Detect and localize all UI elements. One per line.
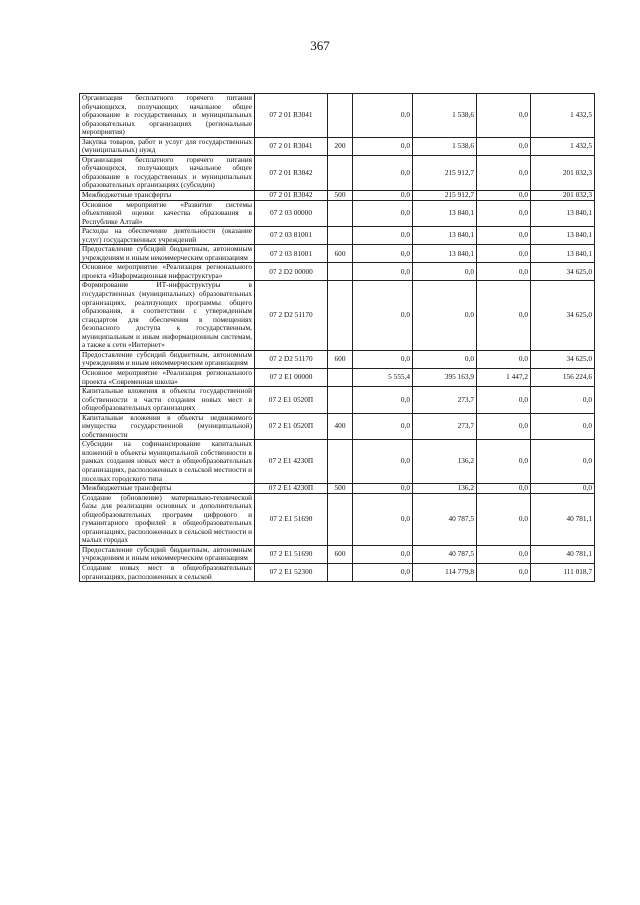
row-expense-type-cell: 200 bbox=[328, 137, 353, 155]
row-value-cell: 0,0 bbox=[353, 155, 413, 190]
budget-table-body bbox=[80, 94, 595, 582]
table-row bbox=[80, 545, 595, 563]
row-value-cell: 0,0 bbox=[477, 137, 531, 155]
row-value-cell: 0,0 bbox=[353, 191, 413, 201]
row-value-cell: 0,0 bbox=[353, 94, 413, 138]
row-value-cell: 0,0 bbox=[477, 191, 531, 201]
row-code-cell: 07 2 D2 00000 bbox=[255, 263, 328, 281]
row-code-cell: 07 2 03 00000 bbox=[255, 200, 328, 227]
row-code-cell: 07 2 E1 4230П bbox=[255, 440, 328, 484]
table-row bbox=[80, 484, 595, 494]
row-value-cell: 0,0 bbox=[477, 413, 531, 440]
row-value-cell: 13 840,1 bbox=[531, 245, 595, 263]
row-value-cell: 0,0 bbox=[353, 493, 413, 545]
table-row bbox=[80, 368, 595, 386]
row-value-cell: 0,0 bbox=[531, 413, 595, 440]
row-value-cell: 0,0 bbox=[413, 281, 477, 350]
row-value-cell: 40 781,1 bbox=[531, 493, 595, 545]
row-expense-type-cell: 600 bbox=[328, 350, 353, 368]
row-code-cell: 07 2 E1 52300 bbox=[255, 563, 328, 581]
row-name-cell: Основное мероприятие «Реализация регионального проекта «Информационная инфраструктура» bbox=[80, 263, 255, 281]
row-expense-type-cell: 600 bbox=[328, 245, 353, 263]
budget-table bbox=[79, 93, 595, 582]
row-value-cell: 0,0 bbox=[477, 281, 531, 350]
row-value-cell: 40 787,5 bbox=[413, 493, 477, 545]
table-row bbox=[80, 281, 595, 350]
row-value-cell: 395 163,9 bbox=[413, 368, 477, 386]
row-value-cell: 0,0 bbox=[477, 440, 531, 484]
row-code-cell: 07 2 E1 00000 bbox=[255, 368, 328, 386]
row-value-cell: 0,0 bbox=[353, 413, 413, 440]
row-value-cell: 1 538,6 bbox=[413, 94, 477, 138]
row-value-cell: 1 538,6 bbox=[413, 137, 477, 155]
row-value-cell: 1 432,5 bbox=[531, 137, 595, 155]
row-code-cell: 07 2 E1 51690 bbox=[255, 493, 328, 545]
row-value-cell: 0,0 bbox=[353, 281, 413, 350]
row-name-cell: Основное мероприятие «Развитие системы объективной оценки качества образования в Республике Алтай» bbox=[80, 200, 255, 227]
row-value-cell: 0,0 bbox=[353, 245, 413, 263]
row-name-cell: Основное мероприятие «Реализация регионального проекта «Современная школа» bbox=[80, 368, 255, 386]
row-name-cell: Капитальные вложения в объекты недвижимого имущества государственной (муниципальной) собственности bbox=[80, 413, 255, 440]
table-row bbox=[80, 227, 595, 245]
row-code-cell: 07 2 03 81001 bbox=[255, 245, 328, 263]
row-value-cell: 0,0 bbox=[353, 263, 413, 281]
table-row bbox=[80, 94, 595, 138]
row-value-cell: 13 840,1 bbox=[531, 227, 595, 245]
row-value-cell: 0,0 bbox=[477, 94, 531, 138]
row-code-cell: 07 2 E1 0520П bbox=[255, 387, 328, 414]
row-value-cell: 215 912,7 bbox=[413, 155, 477, 190]
table-row bbox=[80, 413, 595, 440]
row-name-cell: Закупка товаров, работ и услуг для государственных (муниципальных) нужд bbox=[80, 137, 255, 155]
row-value-cell: 201 032,3 bbox=[531, 191, 595, 201]
row-code-cell: 07 2 D2 51170 bbox=[255, 281, 328, 350]
row-name-cell: Формирование ИТ-инфраструктуры в государственных (муниципальных) образовательных организациях, реализующих программы общего образования, в соответствии с утвержденным стандартом для обеспечения в помещениях безопасного доступа к государственным, муниципальным и иным информационным системам, а также к сети «Интернет» bbox=[80, 281, 255, 350]
row-code-cell: 07 2 E1 0520П bbox=[255, 413, 328, 440]
row-expense-type-cell bbox=[328, 263, 353, 281]
row-value-cell: 13 840,1 bbox=[413, 227, 477, 245]
row-value-cell: 1 447,2 bbox=[477, 368, 531, 386]
row-value-cell: 13 840,1 bbox=[531, 200, 595, 227]
row-code-cell: 07 2 01 R3042 bbox=[255, 155, 328, 190]
row-value-cell: 5 555,4 bbox=[353, 368, 413, 386]
row-code-cell: 07 2 01 R3041 bbox=[255, 94, 328, 138]
row-value-cell: 0,0 bbox=[353, 200, 413, 227]
row-expense-type-cell bbox=[328, 227, 353, 245]
row-name-cell: Организация бесплатного горячего питания обучающихся, получающих начальное общее образование в государственных и муниципальных образовательных организациях (субсидии) bbox=[80, 155, 255, 190]
row-code-cell: 07 2 01 R3042 bbox=[255, 191, 328, 201]
row-value-cell: 34 625,0 bbox=[531, 350, 595, 368]
row-value-cell: 0,0 bbox=[477, 545, 531, 563]
row-value-cell: 0,0 bbox=[353, 545, 413, 563]
row-expense-type-cell bbox=[328, 281, 353, 350]
row-code-cell: 07 2 E1 51690 bbox=[255, 545, 328, 563]
row-value-cell: 13 840,1 bbox=[413, 245, 477, 263]
table-row bbox=[80, 137, 595, 155]
row-value-cell: 0,0 bbox=[531, 484, 595, 494]
row-value-cell: 40 787,5 bbox=[413, 545, 477, 563]
row-name-cell: Расходы на обеспечение деятельности (оказание услуг) государственных учреждений bbox=[80, 227, 255, 245]
row-name-cell: Предоставление субсидий бюджетным, автономным учреждениям и иным некоммерческим организациям bbox=[80, 245, 255, 263]
row-code-cell: 07 2 01 R3041 bbox=[255, 137, 328, 155]
row-value-cell: 0,0 bbox=[477, 350, 531, 368]
row-value-cell: 0,0 bbox=[477, 263, 531, 281]
table-row bbox=[80, 191, 595, 201]
row-name-cell: Межбюджетные трансферты bbox=[80, 191, 255, 201]
row-expense-type-cell bbox=[328, 563, 353, 581]
row-value-cell: 0,0 bbox=[353, 440, 413, 484]
row-value-cell: 136,2 bbox=[413, 484, 477, 494]
row-value-cell: 215 912,7 bbox=[413, 191, 477, 201]
row-value-cell: 0,0 bbox=[413, 263, 477, 281]
row-value-cell: 0,0 bbox=[353, 484, 413, 494]
row-expense-type-cell bbox=[328, 155, 353, 190]
table-row bbox=[80, 155, 595, 190]
row-expense-type-cell: 400 bbox=[328, 413, 353, 440]
row-value-cell: 0,0 bbox=[531, 387, 595, 414]
row-value-cell: 0,0 bbox=[353, 227, 413, 245]
table-row bbox=[80, 263, 595, 281]
row-value-cell: 34 625,0 bbox=[531, 263, 595, 281]
row-name-cell: Предоставление субсидий бюджетным, автономным учреждениям и иным некоммерческим организациям bbox=[80, 545, 255, 563]
row-expense-type-cell: 500 bbox=[328, 484, 353, 494]
row-value-cell: 273,7 bbox=[413, 413, 477, 440]
row-value-cell: 111 018,7 bbox=[531, 563, 595, 581]
table-row bbox=[80, 200, 595, 227]
row-value-cell: 0,0 bbox=[353, 137, 413, 155]
row-expense-type-cell bbox=[328, 368, 353, 386]
row-value-cell: 0,0 bbox=[531, 440, 595, 484]
row-value-cell: 40 781,1 bbox=[531, 545, 595, 563]
row-value-cell: 1 432,5 bbox=[531, 94, 595, 138]
row-code-cell: 07 2 D2 51170 bbox=[255, 350, 328, 368]
row-value-cell: 13 840,1 bbox=[413, 200, 477, 227]
row-value-cell: 0,0 bbox=[477, 387, 531, 414]
row-value-cell: 0,0 bbox=[477, 484, 531, 494]
row-code-cell: 07 2 03 81001 bbox=[255, 227, 328, 245]
row-code-cell: 07 2 E1 4230П bbox=[255, 484, 328, 494]
row-name-cell: Межбюджетные трансферты bbox=[80, 484, 255, 494]
row-value-cell: 156 224,6 bbox=[531, 368, 595, 386]
row-value-cell: 114 779,8 bbox=[413, 563, 477, 581]
row-value-cell: 273,7 bbox=[413, 387, 477, 414]
table-row bbox=[80, 493, 595, 545]
row-value-cell: 0,0 bbox=[477, 155, 531, 190]
row-name-cell: Создание новых мест в общеобразовательных организациях, расположенных в сельской bbox=[80, 563, 255, 581]
row-expense-type-cell: 500 bbox=[328, 191, 353, 201]
row-value-cell: 136,2 bbox=[413, 440, 477, 484]
row-expense-type-cell: 600 bbox=[328, 545, 353, 563]
table-row bbox=[80, 245, 595, 263]
row-expense-type-cell bbox=[328, 493, 353, 545]
row-value-cell: 0,0 bbox=[353, 387, 413, 414]
row-name-cell: Создание (обновление) материально-технической базы для реализации основных и дополнительных общеобразовательных программ цифрового и гуманитарного профилей в общеобразовательных организациях, расположенных в сельской местности и малых городах bbox=[80, 493, 255, 545]
row-name-cell: Капитальные вложения в объекты государственной собственности в части создания новых мест в общеобразовательных организациях bbox=[80, 387, 255, 414]
row-value-cell: 34 625,0 bbox=[531, 281, 595, 350]
row-value-cell: 0,0 bbox=[353, 350, 413, 368]
row-expense-type-cell bbox=[328, 94, 353, 138]
row-name-cell: Организация бесплатного горячего питания обучающихся, получающих начальное общее образование в государственных и муниципальных образовательных организациях (региональные мероприятия) bbox=[80, 94, 255, 138]
page-number: 367 bbox=[310, 38, 330, 53]
row-expense-type-cell bbox=[328, 387, 353, 414]
table-row bbox=[80, 387, 595, 414]
row-value-cell: 0,0 bbox=[477, 493, 531, 545]
row-name-cell: Предоставление субсидий бюджетным, автономным учреждениям и иным некоммерческим организациям bbox=[80, 350, 255, 368]
row-value-cell: 0,0 bbox=[353, 563, 413, 581]
table-row bbox=[80, 440, 595, 484]
row-name-cell: Субсидии на софинансирование капитальных вложений в объекты муниципальной собственности в рамках создания новых мест в общеобразовательных организациях, расположенных в сельской местности и поселках городского типа bbox=[80, 440, 255, 484]
row-value-cell: 0,0 bbox=[477, 563, 531, 581]
row-expense-type-cell bbox=[328, 440, 353, 484]
row-value-cell: 0,0 bbox=[477, 227, 531, 245]
row-value-cell: 0,0 bbox=[477, 200, 531, 227]
table-row bbox=[80, 350, 595, 368]
table-row bbox=[80, 563, 595, 581]
row-expense-type-cell bbox=[328, 200, 353, 227]
row-value-cell: 0,0 bbox=[413, 350, 477, 368]
row-value-cell: 0,0 bbox=[477, 245, 531, 263]
row-value-cell: 201 032,3 bbox=[531, 155, 595, 190]
